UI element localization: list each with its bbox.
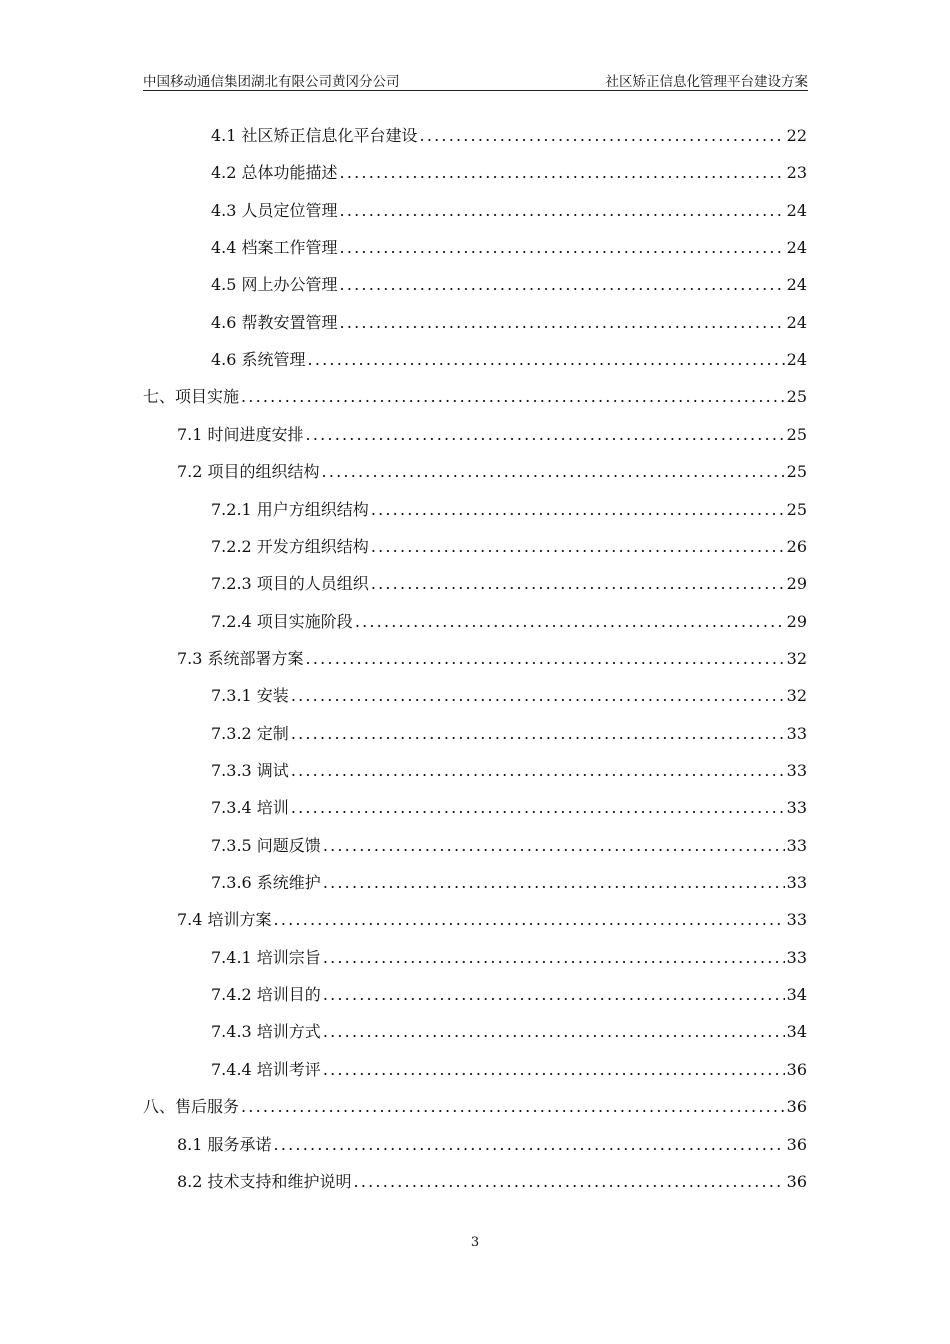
toc-entry[interactable] bbox=[177, 419, 807, 445]
toc-entry-page-number: 25 bbox=[786, 424, 807, 444]
toc-entry-title: 7.4 培训方案 bbox=[177, 910, 272, 930]
toc-entry[interactable] bbox=[211, 792, 807, 818]
toc-dot-leader bbox=[323, 948, 785, 968]
toc-entry-page-number: 24 bbox=[786, 238, 807, 258]
toc-entry[interactable] bbox=[211, 1016, 807, 1042]
toc-entry-title: 7.4.2 培训目的 bbox=[211, 985, 321, 1005]
toc-entry-page-number: 33 bbox=[786, 835, 807, 855]
toc-entry-page-number: 36 bbox=[786, 1134, 807, 1154]
toc-dot-leader bbox=[355, 612, 785, 632]
toc-dot-leader bbox=[371, 500, 785, 520]
toc-entry[interactable] bbox=[211, 1054, 807, 1080]
toc-entry-page-number: 25 bbox=[786, 462, 807, 482]
toc-dot-leader bbox=[291, 761, 785, 781]
toc-entry[interactable] bbox=[211, 979, 807, 1005]
toc-entry[interactable] bbox=[211, 755, 807, 781]
toc-entry-page-number: 29 bbox=[786, 574, 807, 594]
toc-dot-leader bbox=[322, 462, 785, 482]
toc-entry[interactable] bbox=[211, 942, 807, 968]
toc-entry-title: 7.2.4 项目实施阶段 bbox=[211, 611, 353, 631]
toc-dot-leader bbox=[371, 537, 785, 557]
toc-entry-page-number: 24 bbox=[786, 312, 807, 332]
toc-entry-page-number: 26 bbox=[786, 536, 807, 556]
toc-entry[interactable] bbox=[211, 157, 807, 183]
toc-entry-page-number: 32 bbox=[786, 686, 807, 706]
toc-entry-title: 8.1 服务承诺 bbox=[177, 1134, 272, 1154]
toc-entry[interactable] bbox=[211, 232, 807, 258]
toc-dot-leader bbox=[323, 873, 785, 893]
toc-entry-title: 7.3.6 系统维护 bbox=[211, 873, 321, 892]
toc-entry-title: 7.3.5 问题反馈 bbox=[211, 835, 321, 855]
toc-entry-title: 7.3.1 安装 bbox=[211, 686, 289, 706]
toc-entry[interactable] bbox=[211, 680, 807, 706]
toc-entry[interactable] bbox=[211, 830, 807, 856]
toc-dot-leader bbox=[420, 126, 785, 146]
toc-entry-page-number: 23 bbox=[786, 163, 807, 183]
toc-dot-leader bbox=[340, 238, 785, 258]
toc-entry-page-number: 24 bbox=[786, 275, 807, 295]
toc-entry-page-number: 33 bbox=[786, 873, 807, 892]
toc-entry-title: 7.4.4 培训考评 bbox=[211, 1059, 321, 1079]
toc-dot-leader bbox=[340, 201, 785, 221]
toc-entry-title: 7.2.2 开发方组织结构 bbox=[211, 536, 369, 556]
toc-dot-leader bbox=[291, 798, 785, 818]
toc-entry[interactable] bbox=[211, 307, 807, 333]
page-header bbox=[143, 66, 808, 91]
toc-dot-leader bbox=[371, 574, 785, 594]
toc-dot-leader bbox=[340, 275, 785, 295]
toc-entry[interactable] bbox=[177, 1166, 807, 1192]
toc-dot-leader bbox=[340, 313, 785, 333]
toc-entry[interactable] bbox=[211, 718, 807, 744]
toc-dot-leader bbox=[323, 1060, 785, 1080]
toc-entry-title: 4.6 系统管理 bbox=[211, 350, 306, 370]
toc-dot-leader bbox=[340, 163, 785, 183]
toc-entry-page-number: 25 bbox=[786, 387, 807, 407]
toc-dot-leader bbox=[323, 1022, 785, 1042]
toc-entry-title: 4.6 帮教安置管理 bbox=[211, 312, 338, 332]
toc-dot-leader bbox=[308, 350, 785, 370]
toc-entry-page-number: 29 bbox=[786, 611, 807, 631]
toc-entry[interactable] bbox=[143, 381, 807, 407]
toc-entry-page-number: 33 bbox=[786, 947, 807, 967]
toc-dot-leader bbox=[323, 836, 785, 856]
toc-entry-title: 7.4.3 培训方式 bbox=[211, 1022, 321, 1042]
toc-dot-leader bbox=[306, 649, 785, 669]
toc-entry-title: 8.2 技术支持和维护说明 bbox=[177, 1171, 352, 1191]
toc-entry-title: 4.2 总体功能描述 bbox=[211, 163, 338, 183]
toc-entry-page-number: 34 bbox=[786, 1022, 807, 1042]
toc-entry[interactable] bbox=[211, 568, 807, 594]
toc-entry-title: 4.4 档案工作管理 bbox=[211, 238, 338, 258]
toc-entry-page-number: 34 bbox=[786, 985, 807, 1005]
toc-entry-title: 7.2.1 用户方组织结构 bbox=[211, 499, 369, 519]
toc-entry-page-number: 33 bbox=[786, 761, 807, 780]
toc-dot-leader bbox=[241, 1097, 785, 1117]
toc-entry[interactable] bbox=[177, 1129, 807, 1155]
toc-entry-page-number: 25 bbox=[786, 499, 807, 519]
toc-entry-page-number: 33 bbox=[786, 723, 807, 743]
toc-dot-leader bbox=[274, 1135, 785, 1155]
toc-entry-title: 7.4.1 培训宗旨 bbox=[211, 947, 321, 967]
toc-entry-title: 4.5 网上办公管理 bbox=[211, 275, 338, 295]
toc-entry[interactable] bbox=[211, 195, 807, 221]
toc-entry-title: 七、项目实施 bbox=[143, 387, 240, 407]
toc-entry[interactable] bbox=[211, 344, 807, 370]
toc-entry-page-number: 24 bbox=[786, 200, 807, 220]
toc-entry[interactable] bbox=[211, 606, 807, 632]
toc-entry-page-number: 36 bbox=[786, 1059, 807, 1079]
toc-dot-leader bbox=[291, 686, 785, 706]
toc-entry[interactable] bbox=[211, 531, 807, 557]
toc-entry[interactable] bbox=[177, 904, 807, 930]
toc-entry-page-number: 22 bbox=[786, 126, 807, 145]
toc-entry-title: 7.3.2 定制 bbox=[211, 723, 289, 743]
toc-entry-title: 7.2.3 项目的人员组织 bbox=[211, 574, 369, 594]
toc-entry[interactable] bbox=[211, 269, 807, 295]
toc-entry-title: 7.3.4 培训 bbox=[211, 798, 289, 818]
toc-entry-title: 4.1 社区矫正信息化平台建设 bbox=[211, 126, 418, 145]
toc-entry-title: 4.3 人员定位管理 bbox=[211, 200, 338, 220]
toc-entry-page-number: 24 bbox=[786, 350, 807, 370]
toc-entry[interactable] bbox=[177, 643, 807, 669]
toc-entry-title: 7.1 时间进度安排 bbox=[177, 424, 304, 444]
toc-entry-page-number: 33 bbox=[786, 798, 807, 818]
toc-dot-leader bbox=[274, 910, 785, 930]
toc-entry[interactable] bbox=[143, 1091, 807, 1117]
toc-entry-title: 八、售后服务 bbox=[143, 1097, 240, 1117]
header-document-title: 社区矫正信息化管理平台建设方案 bbox=[605, 74, 808, 90]
toc-entry[interactable] bbox=[177, 456, 807, 482]
toc-dot-leader bbox=[241, 387, 785, 407]
toc-entry-title: 7.2 项目的组织结构 bbox=[177, 462, 320, 482]
toc-entry[interactable] bbox=[211, 120, 807, 146]
toc-entry-page-number: 36 bbox=[786, 1097, 807, 1117]
toc-dot-leader bbox=[306, 425, 785, 445]
page-number: 3 bbox=[470, 1235, 480, 1250]
toc-entry-page-number: 36 bbox=[786, 1171, 807, 1191]
toc-dot-leader bbox=[354, 1172, 785, 1192]
toc-entry-page-number: 32 bbox=[786, 648, 807, 668]
toc-dot-leader bbox=[291, 724, 785, 744]
toc-entry-page-number: 33 bbox=[786, 910, 807, 930]
toc-entry-title: 7.3 系统部署方案 bbox=[177, 648, 304, 668]
toc-entry-title: 7.3.3 调试 bbox=[211, 761, 289, 780]
toc-entry[interactable] bbox=[211, 494, 807, 520]
header-company-name: 中国移动通信集团湖北有限公司黄冈分公司 bbox=[143, 74, 400, 90]
toc-entry[interactable] bbox=[211, 867, 807, 893]
toc-dot-leader bbox=[323, 985, 785, 1005]
